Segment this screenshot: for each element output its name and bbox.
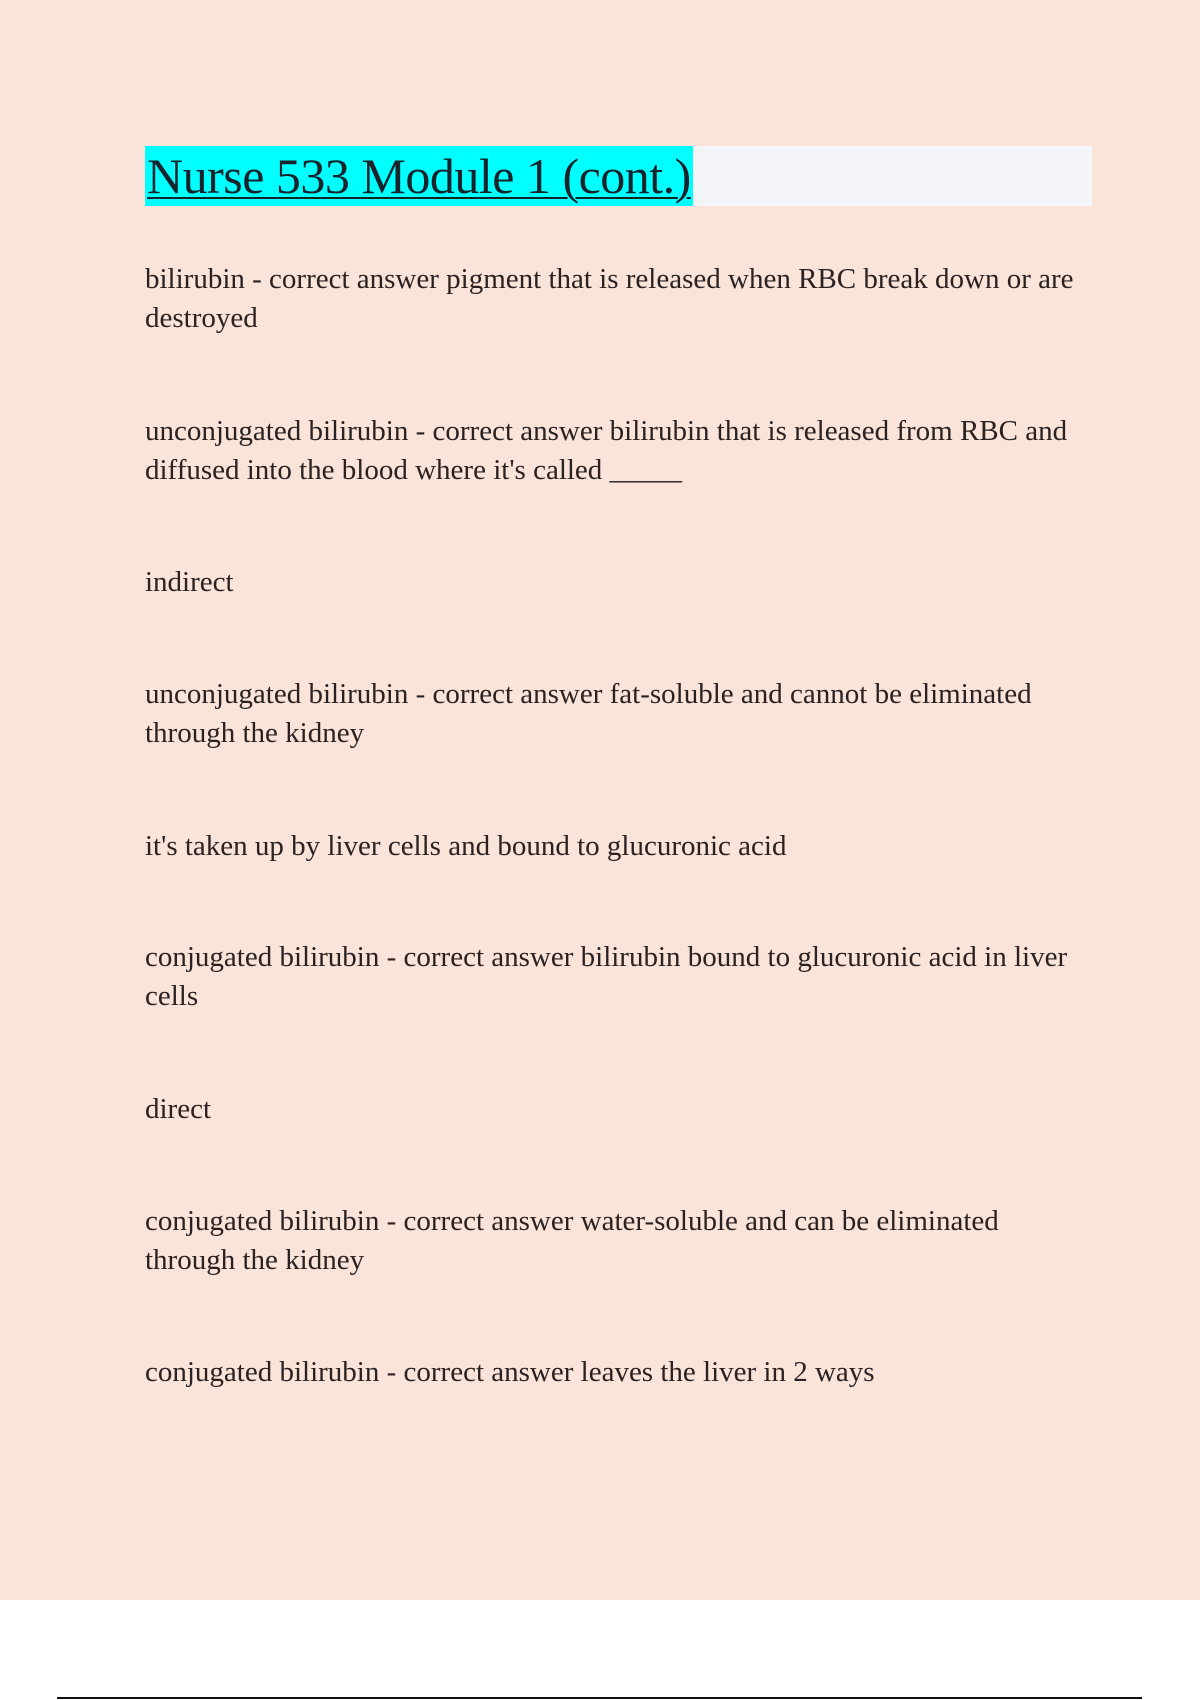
footer-divider xyxy=(57,1697,1142,1699)
entry-indirect: indirect xyxy=(145,566,234,598)
entry-conjugated-bilirubin-solubility: conjugated bilirubin - correct answer water-soluble and can be eliminated through the kidney xyxy=(145,1205,999,1276)
entry-liver-uptake: it's taken up by liver cells and bound to glucuronic acid xyxy=(145,830,787,862)
entry-unconjugated-bilirubin-solubility: unconjugated bilirubin - correct answer fat-soluble and cannot be eliminated through the kidney xyxy=(145,678,1032,749)
entry-bilirubin: bilirubin - correct answer pigment that is released when RBC break down or are destroyed xyxy=(145,263,1074,334)
entry-conjugated-bilirubin-exit: conjugated bilirubin - correct answer leaves the liver in 2 ways xyxy=(145,1356,875,1388)
entry-direct: direct xyxy=(145,1093,212,1125)
entry-conjugated-bilirubin-definition: conjugated bilirubin - correct answer bilirubin bound to glucuronic acid in liver cells xyxy=(145,941,1068,1012)
entry-unconjugated-bilirubin-definition: unconjugated bilirubin - correct answer bilirubin that is released from RBC and diffused into the blood where it's called _____ xyxy=(145,415,1068,486)
document-title: Nurse 533 Module 1 (cont.) xyxy=(147,148,691,204)
